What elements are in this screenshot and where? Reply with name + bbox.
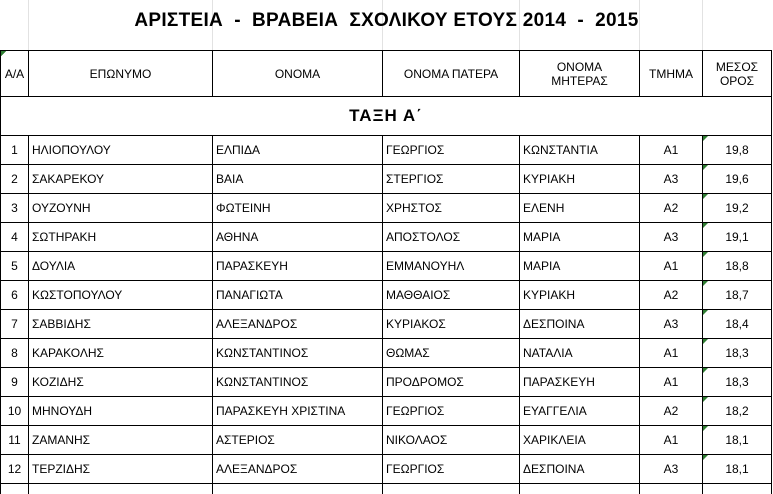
cell-class[interactable] [640,426,703,455]
cell-aa[interactable] [1,281,29,310]
cell-mother-name[interactable] [520,455,640,484]
header-surname[interactable]: ΕΠΩΝΥΜΟ [29,51,213,97]
number-stored-as-text-indicator [703,426,708,431]
number-stored-as-text-indicator [703,252,708,257]
cell-name[interactable] [213,397,383,426]
cell-class-text: Α1 [664,375,679,389]
cell-average-text: 19,1 [725,230,748,244]
cell-father-name-text: ΧΡΗΣΤΟΣ [386,201,442,215]
cell-class[interactable] [640,397,703,426]
cell-class-text: Α3 [664,462,679,476]
cell-average[interactable] [703,310,772,339]
cell-average[interactable] [703,397,772,426]
cell-average[interactable] [703,223,772,252]
header-mother-name[interactable]: ΟΝΟΜΑ ΜΗΤΕΡΑΣ [520,51,640,97]
cell-father-name[interactable] [383,426,520,455]
cell-mother-name[interactable] [520,426,640,455]
cell-class-text: Α2 [664,404,679,418]
cell-mother-name[interactable] [520,310,640,339]
document-title: ΑΡΙΣΤΕΙΑ - ΒΡΑΒΕΙΑ ΣΧΟΛΙΚΟΥ ΕΤΟΥΣ 2014 - 2015 [0,0,773,42]
cell-father-name-text: ΕΜΜΑΝΟΥΗΛ [386,259,464,273]
cell-average[interactable] [703,252,772,281]
cell-average-text: 18,8 [725,259,748,273]
cell-name-text: ΠΑΡΑΣΚΕΥΗ [216,259,288,273]
cell-class[interactable] [640,194,703,223]
cell-aa-text: 4 [11,230,18,244]
cell-aa-text: 7 [11,317,18,331]
cell-average[interactable] [703,339,772,368]
cell-average[interactable] [703,194,772,223]
cell-aa-text: 2 [11,172,18,186]
cell-surname[interactable] [29,310,213,339]
table-row [1,194,772,223]
cell-father-name-text: ΜΑΘΘΑΙΟΣ [386,288,450,302]
cell-average-text: 19,6 [725,172,748,186]
cell-mother-name-text: ΚΩΝΣΤΑΝΤΙΑ [523,143,598,157]
table-row [1,426,772,455]
cell-mother-name[interactable] [520,223,640,252]
cell-mother-name-text: ΔΕΣΠΟΙΝΑ [523,462,584,476]
cell-name-text: ΑΛΕΞΑΝΔΡΟΣ [216,462,297,476]
cell-class[interactable] [640,310,703,339]
cell-name[interactable] [213,310,383,339]
cell-aa[interactable] [1,455,29,484]
cell-name[interactable] [213,426,383,455]
empty-cell[interactable] [213,484,383,494]
cell-surname[interactable] [29,397,213,426]
cell-father-name[interactable] [383,310,520,339]
cell-mother-name-text: ΕΥΑΓΓΕΛΙΑ [523,404,587,418]
number-stored-as-text-indicator [703,136,708,141]
cell-name[interactable] [213,339,383,368]
cell-mother-name-text: ΚΥΡΙΑΚΗ [523,288,575,302]
cell-name[interactable] [213,455,383,484]
table-row [1,368,772,397]
cell-surname-text: ΟΥΖΟΥΝΗ [32,201,91,215]
section-row [1,97,772,136]
cell-name[interactable] [213,136,383,165]
cell-aa-text: 10 [8,404,21,418]
cell-class-text: Α2 [664,288,679,302]
cell-name-text: ΕΛΠΙΔΑ [216,143,260,157]
number-stored-as-text-indicator [703,281,708,286]
cell-class-text: Α2 [664,201,679,215]
cell-average[interactable] [703,281,772,310]
cell-father-name-text: ΝΙΚΟΛΑΟΣ [386,433,447,447]
cell-father-name[interactable] [383,397,520,426]
number-stored-as-text-indicator [703,368,708,373]
cell-surname[interactable] [29,426,213,455]
cell-name[interactable] [213,194,383,223]
header-aa[interactable]: Α/Α [1,51,29,97]
cell-name-text: ΑΘΗΝΑ [216,230,258,244]
cell-father-name[interactable] [383,339,520,368]
header-row [1,51,772,97]
cell-father-name[interactable] [383,136,520,165]
cell-name-text: ΚΩΝΣΤΑΝΤΙΝΟΣ [216,346,308,360]
cell-mother-name[interactable] [520,136,640,165]
cell-aa-text: 9 [11,375,18,389]
cell-name[interactable] [213,368,383,397]
cell-father-name-text: ΓΕΩΡΓΙΟΣ [386,462,444,476]
cell-name-text: ΚΩΝΣΤΑΝΤΙΝΟΣ [216,375,308,389]
cell-mother-name-text: ΔΕΣΠΟΙΝΑ [523,317,584,331]
cell-aa[interactable] [1,165,29,194]
cell-surname-text: ΔΟΥΛΙΑ [32,259,75,273]
number-stored-as-text-indicator [703,339,708,344]
cell-class[interactable] [640,339,703,368]
cell-surname-text: ΗΛΙΟΠΟΥΛΟΥ [32,143,111,157]
cell-mother-name-text: ΜΑΡΙΑ [523,259,560,273]
empty-cell[interactable] [29,484,213,494]
cell-name[interactable] [213,252,383,281]
cell-name-text: ΒΑΙΑ [216,172,243,186]
cell-aa[interactable] [1,223,29,252]
cell-father-name[interactable] [383,194,520,223]
cell-surname[interactable] [29,223,213,252]
cell-name-text: ΦΩΤΕΙΝΗ [216,201,271,215]
cell-father-name[interactable] [383,165,520,194]
cell-father-name-text: ΓΕΩΡΓΙΟΣ [386,143,444,157]
cell-surname[interactable] [29,455,213,484]
number-stored-as-text-indicator [703,223,708,228]
cell-mother-name-text: ΜΑΡΙΑ [523,230,560,244]
cell-class[interactable] [640,136,703,165]
cell-father-name[interactable] [383,455,520,484]
header-class[interactable]: ΤΜΗΜΑ [640,51,703,97]
cell-father-name-text: ΣΤΕΡΓΙΟΣ [386,172,443,186]
cell-class-text: Α1 [664,433,679,447]
cell-name-text: ΑΣΤΕΡΙΟΣ [216,433,275,447]
cell-mother-name-text: ΠΑΡΑΣΚΕΥΗ [523,375,595,389]
cell-average[interactable] [703,165,772,194]
cell-surname[interactable] [29,339,213,368]
table-row [1,455,772,484]
cell-father-name[interactable] [383,223,520,252]
table-row [1,281,772,310]
cell-average-text: 18,2 [725,404,748,418]
number-stored-as-text-indicator [703,455,708,460]
cell-class[interactable] [640,223,703,252]
table-row-partial [1,484,772,494]
number-stored-as-text-indicator [703,194,708,199]
awards-table [0,50,772,494]
cell-aa-text: 12 [8,462,21,476]
cell-father-name[interactable] [383,252,520,281]
cell-class-text: Α3 [664,230,679,244]
cell-mother-name[interactable] [520,397,640,426]
cell-father-name[interactable] [383,281,520,310]
cell-father-name-text: ΑΠΟΣΤΟΛΟΣ [386,230,460,244]
number-stored-as-text-indicator [703,310,708,315]
cell-average[interactable] [703,136,772,165]
cell-class-text: Α1 [664,143,679,157]
cell-aa-text: 11 [8,433,20,447]
table-row [1,136,772,165]
cell-name[interactable] [213,165,383,194]
empty-cell[interactable] [640,484,703,494]
cell-aa-text: 3 [11,201,18,215]
table-row [1,252,772,281]
cell-aa[interactable] [1,368,29,397]
number-stored-as-text-indicator [703,397,708,402]
cell-surname-text: ΚΑΡΑΚΟΛΗΣ [32,346,104,360]
cell-surname[interactable] [29,165,213,194]
cell-mother-name[interactable] [520,339,640,368]
number-stored-as-text-indicator [703,165,708,170]
cell-aa[interactable] [1,252,29,281]
cell-class[interactable] [640,368,703,397]
cell-surname-text: ΖΑΜΑΝΗΣ [32,433,90,447]
empty-cell[interactable] [520,484,640,494]
cell-class-text: Α3 [664,172,679,186]
cell-average-text: 18,3 [725,346,748,360]
empty-cell[interactable] [703,484,772,494]
cell-average[interactable] [703,426,772,455]
cell-class[interactable] [640,455,703,484]
cell-average-text: 18,4 [725,317,748,331]
cell-father-name-text: ΠΡΟΔΡΟΜΟΣ [386,375,464,389]
cell-average-text: 18,7 [725,288,748,302]
empty-cell[interactable] [1,484,29,494]
table-row [1,397,772,426]
empty-cell[interactable] [383,484,520,494]
cell-aa[interactable] [1,426,29,455]
header-name[interactable]: ΟΝΟΜΑ [213,51,383,97]
cell-average-text: 18,1 [725,433,748,447]
cell-aa-text: 1 [11,143,18,157]
cell-aa[interactable] [1,397,29,426]
cell-class[interactable] [640,252,703,281]
cell-class[interactable] [640,165,703,194]
cell-average[interactable] [703,455,772,484]
cell-average-text: 19,8 [725,143,748,157]
cell-class[interactable] [640,281,703,310]
cell-father-name-text: ΓΕΩΡΓΙΟΣ [386,404,444,418]
cell-surname-text: ΣΑΚΑΡΕΚΟΥ [32,172,104,186]
cell-surname-text: ΣΑΒΒΙΔΗΣ [32,317,91,331]
cell-aa[interactable] [1,194,29,223]
cell-surname[interactable] [29,281,213,310]
cell-average-text: 18,1 [725,462,748,476]
cell-mother-name[interactable] [520,281,640,310]
cell-name-text: ΑΛΕΞΑΝΔΡΟΣ [216,317,297,331]
cell-mother-name-text: ΝΑΤΑΛΙΑ [523,346,573,360]
cell-surname[interactable] [29,368,213,397]
cell-mother-name[interactable] [520,252,640,281]
cell-father-name-text: ΘΩΜΑΣ [386,346,430,360]
cell-mother-name-text: ΕΛΕΝΗ [523,201,564,215]
cell-mother-name[interactable] [520,165,640,194]
cell-average-text: 18,3 [725,375,748,389]
header-father-name[interactable]: ΟΝΟΜΑ ΠΑΤΕΡΑ [383,51,520,97]
cell-aa-text: 5 [11,259,18,273]
table-row [1,223,772,252]
cell-class-text: Α3 [664,317,679,331]
cell-mother-name[interactable] [520,194,640,223]
cell-class-text: Α1 [664,259,679,273]
table-row [1,165,772,194]
table-row [1,339,772,368]
cell-aa-text: 8 [11,346,18,360]
table-row [1,310,772,339]
header-average[interactable]: ΜΕΣΟΣ ΟΡΟΣ [703,51,772,97]
cell-father-name-text: ΚΥΡΙΑΚΟΣ [386,317,446,331]
cell-name-text: ΠΑΝΑΓΙΩΤΑ [216,288,283,302]
cell-average-text: 19,2 [725,201,748,215]
cell-surname[interactable] [29,194,213,223]
cell-mother-name[interactable] [520,368,640,397]
cell-father-name[interactable] [383,368,520,397]
cell-aa[interactable] [1,339,29,368]
cell-aa-text: 6 [11,288,18,302]
cell-surname-text: ΣΩΤΗΡΑΚΗ [32,230,96,244]
cell-surname-text: ΚΟΖΙΔΗΣ [32,375,84,389]
cell-name[interactable] [213,281,383,310]
cell-aa[interactable] [1,136,29,165]
cell-surname-text: ΚΩΣΤΟΠΟΥΛΟΥ [32,288,122,302]
cell-surname[interactable] [29,136,213,165]
cell-mother-name-text: ΚΥΡΙΑΚΗ [523,172,575,186]
cell-surname-text: ΤΕΡΖΙΔΗΣ [32,462,90,476]
cell-mother-name-text: ΧΑΡΙΚΛΕΙΑ [523,433,586,447]
cell-class-text: Α1 [664,346,679,360]
section-title[interactable]: ΤΑΞΗ Α΄ [1,97,772,136]
cell-name-text: ΠΑΡΑΣΚΕΥΗ ΧΡΙΣΤΙΝΑ [216,404,345,418]
cell-name[interactable] [213,223,383,252]
cell-aa[interactable] [1,310,29,339]
cell-surname-text: ΜΗΝΟΥΔΗ [32,404,92,418]
cell-surname[interactable] [29,252,213,281]
cell-average[interactable] [703,368,772,397]
